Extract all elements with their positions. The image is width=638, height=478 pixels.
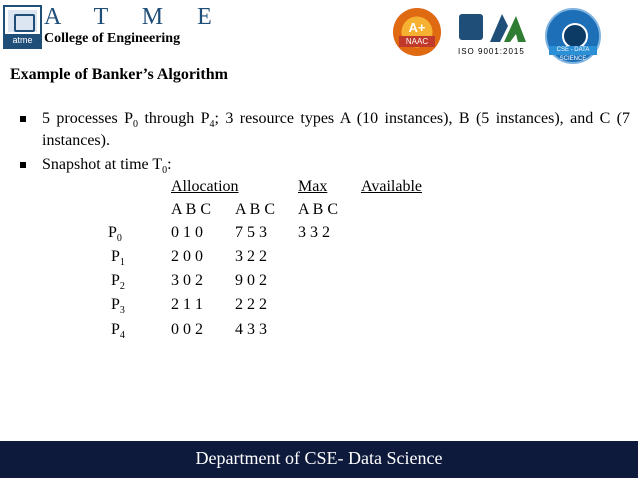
max-cell: 2 2 2 [235, 296, 267, 313]
max-cell: 3 2 2 [235, 248, 267, 265]
subscript: 0 [133, 119, 139, 131]
max-cell: 4 3 3 [235, 321, 267, 338]
header-allocation: Allocation [171, 178, 239, 195]
text-part: 5 processes P [42, 110, 134, 127]
process-index: 0 [116, 233, 122, 245]
process-index: 3 [119, 305, 125, 317]
atme-logo [3, 5, 42, 49]
header-max: Max [298, 178, 328, 195]
process-letter: P [111, 248, 120, 265]
footer-department: Department of CSE- Data Science [195, 448, 443, 468]
logo-text: atme [5, 34, 40, 47]
bullet-text [42, 108, 630, 152]
header-available: Available [361, 178, 423, 195]
ajaa-logo-icon [488, 10, 528, 44]
max-cell: 7 5 3 [235, 224, 267, 241]
slide-header [0, 0, 638, 62]
subheader-allocation: A B C [171, 201, 212, 218]
subscript: 0 [162, 165, 168, 177]
process-index: 4 [119, 330, 125, 342]
square-bullet-icon [20, 116, 26, 122]
process-label [111, 321, 125, 342]
allocation-cell: 2 1 1 [171, 296, 203, 313]
subscript: 4 [209, 119, 215, 131]
process-label [108, 224, 122, 245]
text-part: ; 3 resource types A (10 instances), B (5 instances), and C (7 instances). [42, 110, 631, 149]
college-name: College of Engineering [44, 31, 181, 46]
allocation-cell: 0 1 0 [171, 224, 203, 241]
brand-title: A T M E [44, 4, 226, 30]
subheader-available: A B C [298, 201, 339, 218]
seal-ribbon: CSE - DATA SCIENCE [549, 46, 597, 55]
max-cell: 9 0 2 [235, 272, 267, 289]
allocation-cell: 3 0 2 [171, 272, 203, 289]
text-part: through P [138, 110, 210, 127]
logo-emblem-icon [8, 10, 37, 32]
allocation-cell: 2 0 0 [171, 248, 203, 265]
process-label [111, 248, 125, 269]
process-letter: P [111, 321, 120, 338]
process-label [111, 296, 125, 317]
text-part: : [167, 156, 172, 173]
process-letter: P [111, 296, 120, 313]
naac-badge-icon [393, 8, 441, 56]
available-cell: 3 3 2 [298, 224, 330, 241]
process-index: 2 [119, 281, 125, 293]
text-part: Snapshot at time T [42, 156, 163, 173]
process-label [111, 272, 125, 293]
iso-certification: ISO 9001:2015 [458, 47, 525, 56]
slide-heading: Example of Banker’s Algorithm [10, 66, 228, 83]
department-seal-icon [545, 8, 601, 64]
square-bullet-icon [20, 162, 26, 168]
bullet-text [42, 154, 630, 176]
process-letter: P [111, 272, 120, 289]
allocation-cell: 0 0 2 [171, 321, 203, 338]
process-letter: P [108, 224, 117, 241]
naac-grade: A+ [408, 20, 426, 35]
process-index: 1 [119, 257, 125, 269]
naac-label: NAAC [399, 36, 435, 47]
ukas-icon [459, 14, 483, 40]
subheader-max: A B C [235, 201, 276, 218]
